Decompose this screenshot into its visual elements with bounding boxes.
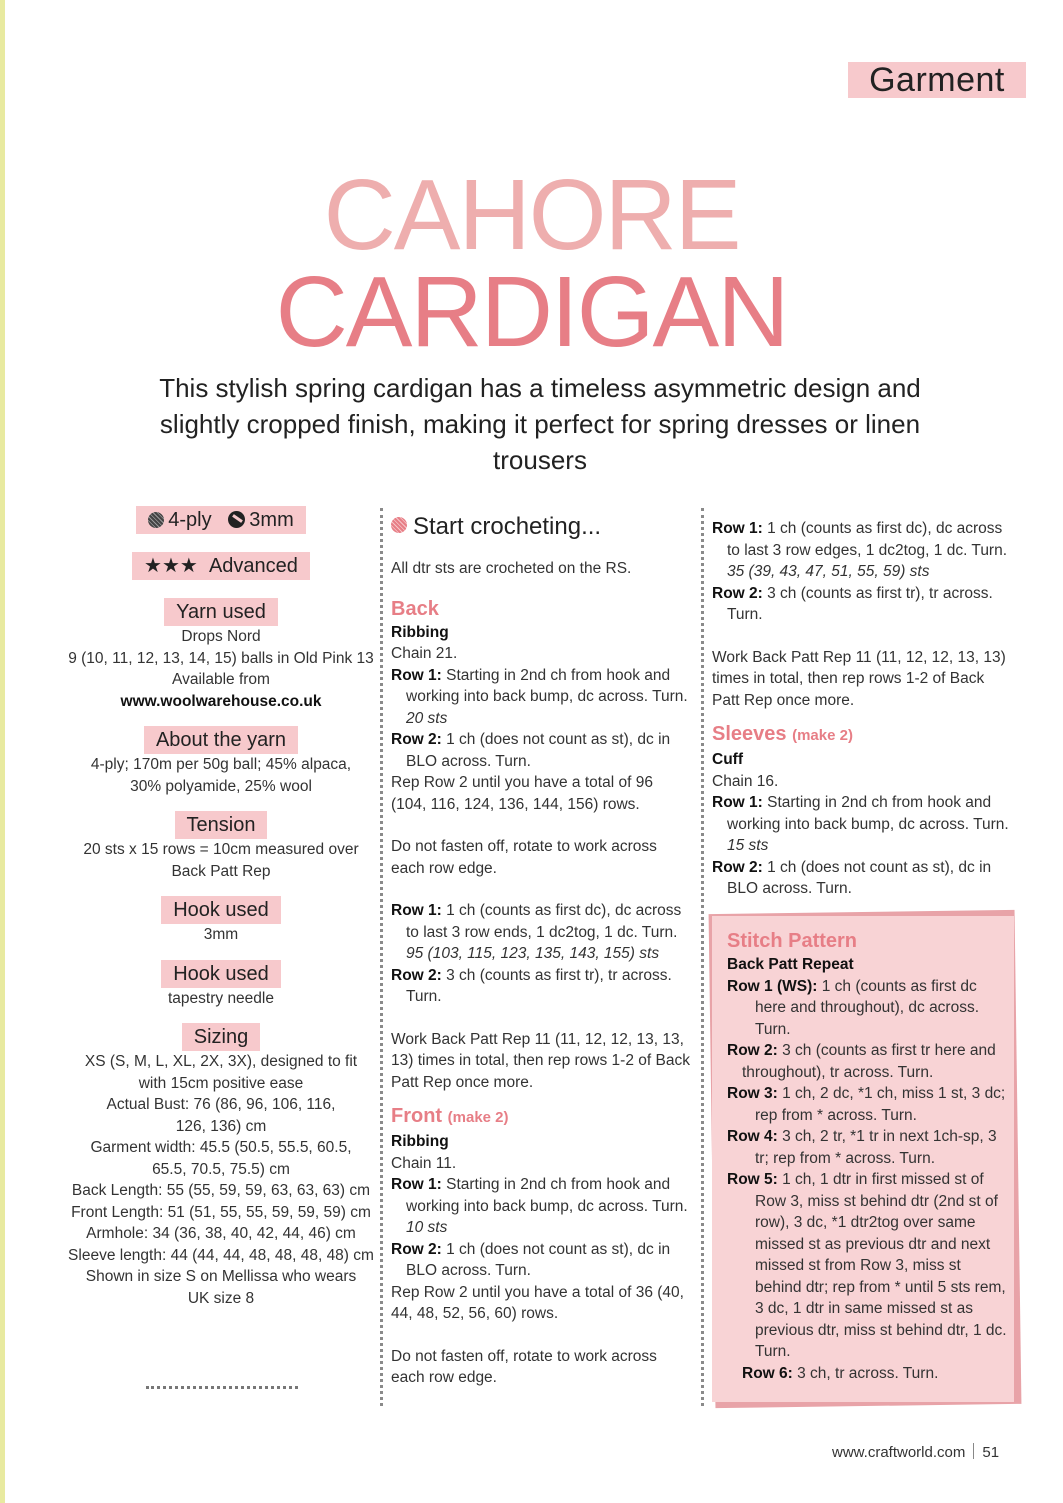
instruction-text: Do not fasten off, rotate to work across each row edge. [391,1347,657,1386]
pattern-row [727,1040,1007,1083]
row-label: Row 1: [391,1176,442,1193]
instruction-row [712,857,1014,900]
row-label: Row 1: [712,794,763,811]
hook-used-block [62,896,380,946]
stitch-count: 10 sts [406,1219,448,1236]
instruction-text: Rep Row 2 until you have a total of 36 (40, 44, 48, 52, 56, 60) rows. [391,1283,684,1322]
info-column [62,506,380,1323]
hook-used-title-2: Hook used [161,960,281,988]
stitch-pattern-subtitle: Back Patt Repeat [727,956,854,973]
row-label: Row 1: [391,666,442,684]
row-label: Row 2: [712,584,763,602]
footer-site-link[interactable]: www.craftworld.com [832,1444,966,1461]
info-line: Actual Bust: 76 (86, 96, 106, 116, [106,1096,336,1113]
section-tab: Garment [848,62,1026,98]
instructions-column [391,512,691,1389]
info-line: Back Length: 55 (55, 59, 59, 63, 63, 63) cm [71,1182,371,1199]
page-footer [832,1443,999,1463]
difficulty-badge [132,552,310,580]
row-text: 3 ch (counts as first tr here and throughout), tr across. Turn. [742,1042,996,1081]
pattern-row [727,1169,1007,1363]
row-text: 1 ch, 2 dc, *1 ch, miss 1 st, 3 dc; rep from * across. Turn. [755,1085,1006,1124]
yarn-ball-icon [391,517,407,533]
instructions-column-right [712,518,1014,900]
back-heading: Back [391,597,439,620]
instruction-text: Chain 16. [712,772,779,790]
pattern-row [727,976,1007,1041]
row-text: 3 ch (counts as first tr), tr across. Turn. [727,584,993,623]
sizing-block [62,1023,380,1309]
star-rating-icon: ★★★ [144,555,198,577]
row-label: Row 2: [391,1240,442,1258]
sleeves-subheading: Cuff [712,751,743,768]
intro-text: All dtr sts are crocheted on the RS. [391,560,632,577]
row-label: Row 6: [742,1364,793,1382]
yarn-used-title: Yarn used [164,598,278,626]
info-line: 65.5, 70.5, 75.5) cm [152,1160,290,1178]
stitch-pattern-content [727,928,1007,1384]
column-divider-2 [701,508,704,1406]
instruction-text: Rep Row 2 until you have a total of 96 (104, 116, 124, 136, 144, 156) rows. [391,774,653,813]
front-heading-text: Front [391,1105,443,1127]
front-heading [391,1103,691,1131]
row-text: 1 ch (does not count as st), dc in BLO across. Turn. [406,731,671,770]
sizing-title: Sizing [182,1023,260,1051]
about-yarn-block [62,726,380,797]
tension-block [62,811,380,882]
row-label: Row 2: [727,1042,778,1059]
pattern-row [727,1363,1007,1385]
info-line: Shown in size S on Mellissa who wears [85,1268,357,1285]
instruction-text: Do not fasten off, rotate to work across each row edge. [391,838,657,877]
row-label: Row 5: [727,1171,778,1188]
sleeves-heading [712,721,1014,749]
page-number: 51 [982,1444,1000,1461]
instruction-row [391,965,691,1008]
column-divider-1 [380,508,383,1406]
tension-title: Tension [175,811,268,839]
hook-icon [228,511,245,528]
instruction-row [712,583,1014,626]
info-line: Drops Nord [181,628,261,645]
yarn-weight: 4-ply [168,509,212,531]
instruction-row [391,665,691,708]
row-text: Starting in 2nd ch from hook and working into back bump, dc across. Turn. [406,666,688,705]
title-line-1: CAHORE [323,159,740,271]
instruction-text: Chain 11. [391,1154,457,1172]
stitch-pattern-title: Stitch Pattern [727,930,858,952]
hook-used-block-2 [62,960,380,1010]
instruction-row [391,900,691,943]
footer-separator [973,1443,974,1459]
info-line: 3mm [203,926,239,943]
info-line: 20 sts x 15 rows = 10cm measured over [83,841,359,858]
hook-size: 3mm [249,509,294,531]
row-label: Row 1: [712,520,763,537]
supplier-link[interactable]: www.woolwarehouse.co.uk [120,692,322,710]
instruction-row [712,518,1014,561]
dotted-divider [146,1386,298,1389]
row-text: 1 ch (counts as first dc), dc across to last 3 row ends, 1 dc2tog, 1 dc. Turn. [406,902,682,941]
info-line: 30% polyamide, 25% wool [130,777,312,795]
about-yarn-title: About the yarn [144,726,298,754]
instruction-row [391,1174,691,1217]
row-text: 1 ch (counts as first dc here and throughout), dc across. Turn. [755,977,980,1038]
row-text: 1 ch (counts as first dc), dc across to last 3 row edges, 1 dc2tog, 1 dc. Turn. [727,520,1008,559]
yarn-hook-badge [136,506,305,534]
info-line: tapestry needle [168,989,274,1007]
stitch-count: 95 (103, 115, 123, 135, 143, 155) sts [406,945,660,962]
start-heading-text: Start crocheting... [413,513,602,540]
hook-used-title: Hook used [161,896,281,924]
row-label: Row 3: [727,1085,778,1102]
instruction-text: Work Back Patt Rep 11 (11, 12, 12, 13, 13) times in total, then rep rows 1-2 of Back Patt Rep once more. [712,648,1006,709]
front-subheading: Ribbing [391,1133,449,1150]
sleeves-heading-text: Sleeves [712,723,787,745]
info-line: 126, 136) cm [175,1117,267,1135]
stitch-count: 20 sts [406,709,448,727]
back-subheading: Ribbing [391,623,449,641]
pattern-row [727,1126,1007,1169]
row-text: 1 ch, 1 dtr in first missed st of Row 3, miss st behind dtr (2nd st of row), 3 dc, *1 dtr2tog over same missed st as previous dtr and next missed st from Row 3, miss st behind dtr; rep from * until 5 sts rem, 3 dc, 1 dtr in same missed st as previous dtr, miss st behind dtr, 1 dc. Turn. [755,1171,1007,1360]
info-line: 4-ply; 170m per 50g ball; 45% alpaca, [90,756,352,773]
row-label: Row 4: [727,1128,778,1145]
start-heading [391,512,691,542]
row-label: Row 2: [391,966,442,984]
instruction-row [712,792,1014,835]
info-line: with 15cm positive ease [138,1074,304,1092]
front-heading-note: (make 2) [447,1109,509,1126]
info-line: Front Length: 51 (51, 55, 55, 59, 59, 59) cm [71,1203,371,1221]
instruction-text: Work Back Patt Rep 11 (11, 12, 12, 13, 13, 13) times in total, then rep rows 1-2 of Back Patt Rep once more. [391,1030,690,1091]
info-line: XS (S, M, L, XL, 2X, 3X), designed to fit [84,1053,358,1070]
standfirst: This stylish spring cardigan has a timeless asymmetric design and slightly cropped finish, making it perfect for spring dresses or linen trousers [159,373,921,475]
info-line: 9 (10, 11, 12, 13, 14, 15) balls in Old Pink 13 [68,649,374,667]
row-label: Row 2: [712,858,763,876]
stitch-count: 35 (39, 43, 47, 51, 55, 59) sts [727,563,930,580]
instruction-row [391,1239,691,1282]
info-line: Armhole: 34 (36, 38, 40, 42, 44, 46) cm [86,1225,356,1242]
row-text: Starting in 2nd ch from hook and working into back bump, dc across. Turn. [406,1176,688,1215]
row-text: 3 ch, tr across. Turn. [792,1364,939,1382]
row-text: 3 ch, 2 tr, *1 tr in next 1ch-sp, 3 tr; rep from * across. Turn. [755,1128,997,1167]
instruction-row [391,729,691,772]
row-label: Row 2: [391,731,442,748]
difficulty-level: Advanced [208,555,298,577]
yarn-used-block [62,598,380,712]
row-text: 3 ch (counts as first tr), tr across. Turn. [406,966,672,1005]
instruction-text: Chain 21. [391,645,458,662]
title-line-2: CARDIGAN [275,256,788,368]
sleeves-heading-note: (make 2) [792,727,853,744]
row-text: 1 ch (does not count as st), dc in BLO across. Turn. [727,858,992,897]
row-label: Row 1 (WS): [727,977,818,995]
row-text: Starting in 2nd ch from hook and working into back bump, dc across. Turn. [727,794,1009,833]
info-line: Sleeve length: 44 (44, 44, 48, 48, 48, 48) cm [68,1246,374,1264]
stitch-count: 15 sts [727,837,769,854]
info-line: UK size 8 [187,1289,255,1307]
row-label: Row 1: [391,902,442,919]
pattern-row [727,1083,1007,1126]
info-line: Back Patt Rep [171,862,271,880]
row-text: 1 ch (does not count as st), dc in BLO across. Turn. [406,1240,671,1279]
yarn-ball-icon [148,512,164,528]
info-line: Available from [172,671,270,688]
info-line: Garment width: 45.5 (50.5, 55.5, 60.5, [90,1139,352,1156]
